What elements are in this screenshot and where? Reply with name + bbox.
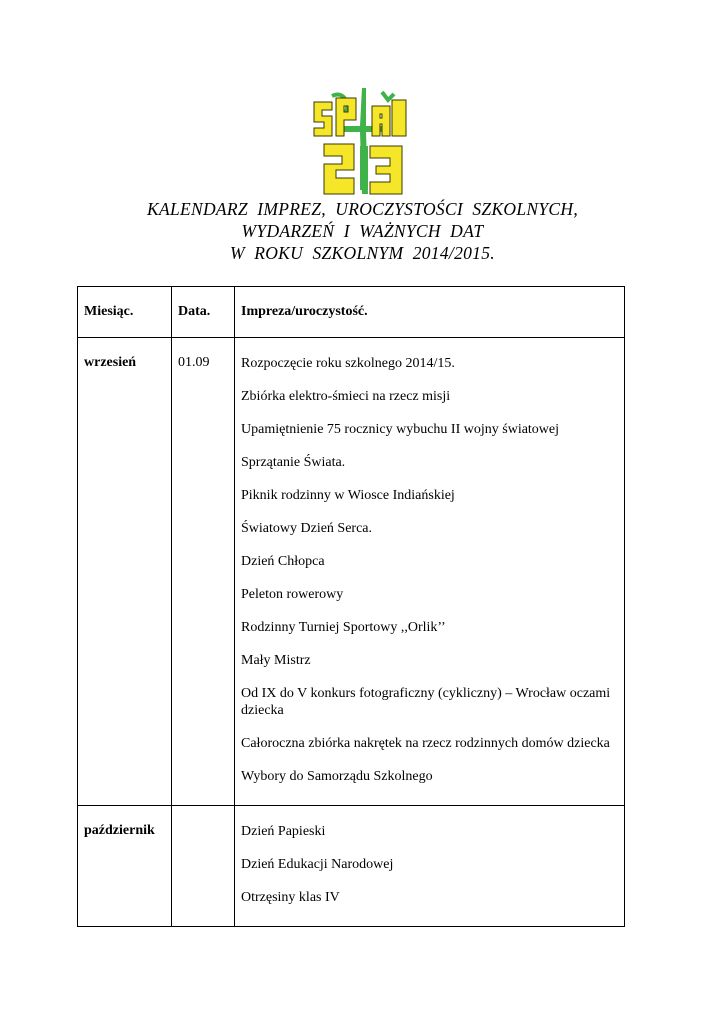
header-date: Data. — [172, 287, 235, 338]
title-line-3: W ROKU SZKOLNYM 2014/2015. — [230, 243, 495, 263]
title-line-1: KALENDARZ IMPREZ, UROCZYSTOŚCI SZKOLNYCH, — [146, 199, 578, 219]
event-item: Dzień Chłopca — [241, 554, 325, 569]
event-item: Dzień Papieski — [241, 824, 326, 839]
event-item: Dzień Edukacji Narodowej — [241, 857, 394, 872]
header-month: Miesiąc. — [78, 287, 172, 338]
header-event: Impreza/uroczystość. — [235, 287, 625, 338]
event-item: Rozpoczęcie roku szkolnego 2014/15. — [241, 356, 455, 371]
month-cell: październik — [78, 806, 172, 927]
event-item: Piknik rodzinny w Wiosce Indiańskiej — [241, 488, 455, 503]
title-line-2: WYDARZEŃ I WAŻNYCH DAT — [241, 221, 484, 241]
table-row — [78, 338, 625, 806]
event-item: Peleton rowerowy — [241, 587, 344, 602]
events-cell — [235, 338, 625, 806]
school-logo — [310, 86, 410, 198]
event-item: Otrzęsiny klas IV — [241, 890, 340, 905]
event-item: Światowy Dzień Serca. — [241, 521, 373, 536]
events-calendar-table — [77, 286, 625, 927]
event-item: Mały Mistrz — [241, 653, 311, 668]
event-item: Od IX do V konkurs fotograficzny (cykliczny) – Wrocław oczami dziecka — [241, 686, 611, 718]
events-cell — [235, 806, 625, 927]
document-title — [0, 198, 725, 264]
table-row — [78, 806, 625, 927]
event-item: Całoroczna zbiórka nakrętek na rzecz rodzinnych domów dziecka — [241, 736, 610, 751]
event-item: Upamiętnienie 75 rocznicy wybuchu II wojny światowej — [241, 422, 560, 437]
event-item: Zbiórka elektro-śmieci na rzecz misji — [241, 389, 451, 404]
date-cell: 01.09 — [172, 338, 235, 806]
date-cell — [172, 806, 235, 927]
month-cell: wrzesień — [78, 338, 172, 806]
event-item: Wybory do Samorządu Szkolnego — [241, 769, 433, 784]
event-item: Sprzątanie Świata. — [241, 455, 346, 470]
event-item: Rodzinny Turniej Sportowy ,,Orlik’’ — [241, 620, 446, 635]
table-header-row — [78, 287, 625, 338]
